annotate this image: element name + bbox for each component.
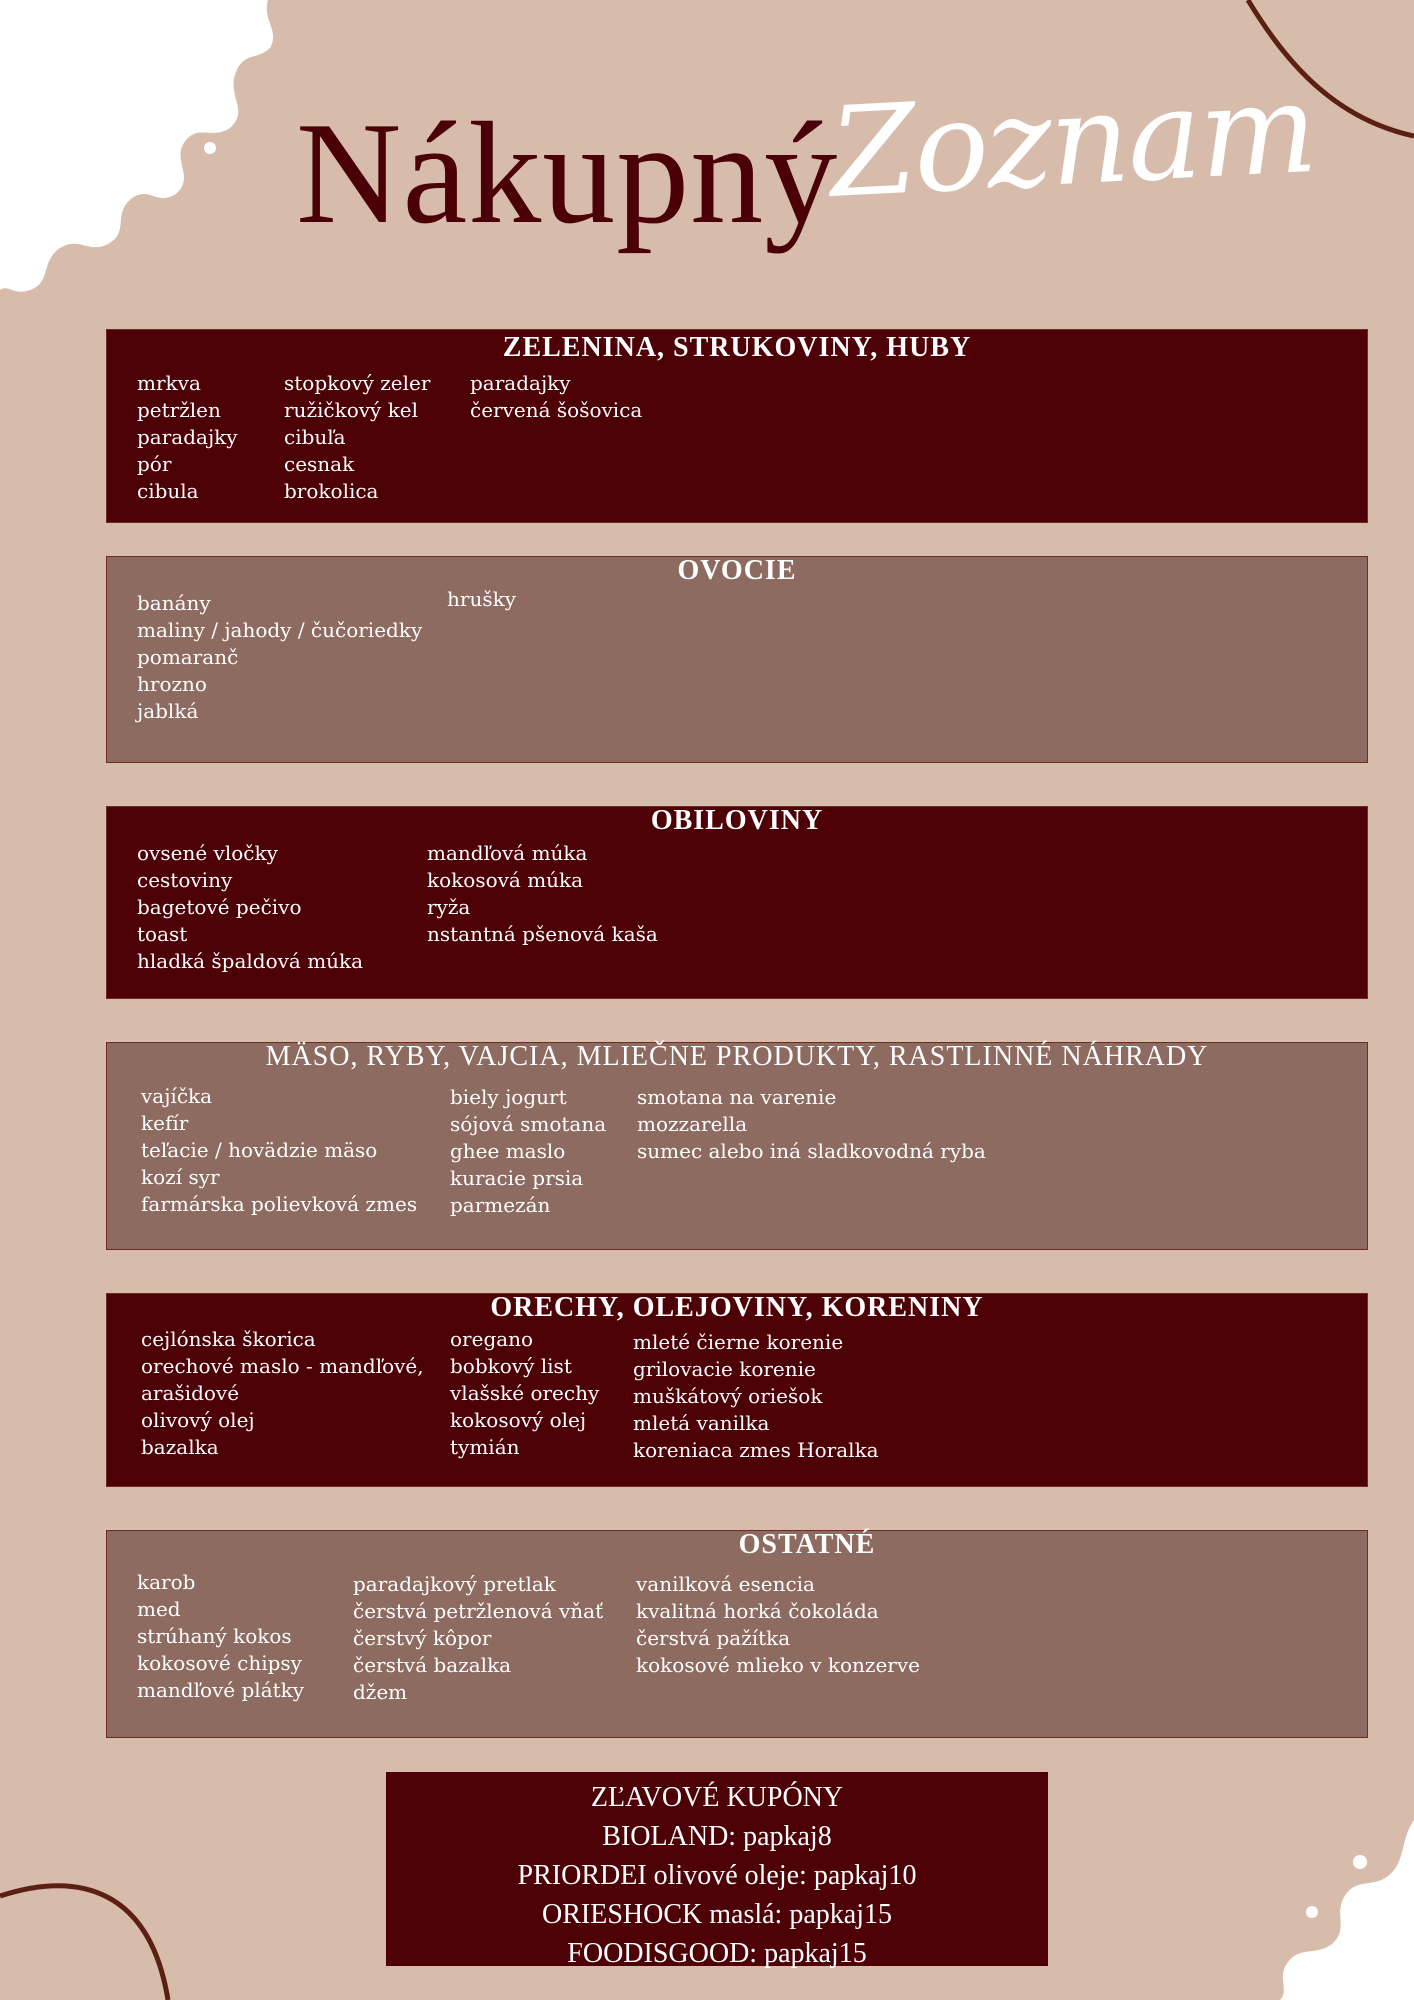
section-title: ORECHY, OLEJOVINY, KORENINY bbox=[490, 1292, 984, 1323]
paint-drop bbox=[1353, 1855, 1367, 1869]
list-item: pomaranč bbox=[137, 645, 239, 669]
paint-drop bbox=[76, 202, 92, 218]
paint-drop bbox=[204, 142, 216, 154]
item-column bbox=[137, 590, 422, 725]
list-item: paradajky bbox=[137, 425, 238, 449]
item-column bbox=[284, 370, 430, 505]
curve-line-bottom-left bbox=[0, 1886, 168, 2000]
list-item: karob bbox=[137, 1570, 196, 1594]
list-item: ghee maslo bbox=[450, 1139, 566, 1163]
list-item: grilovacie korenie bbox=[633, 1357, 816, 1381]
section-title: OBILOVINY bbox=[650, 805, 824, 836]
item-column bbox=[141, 1326, 424, 1461]
section-grains bbox=[106, 806, 1368, 999]
section-title: MÄSO, RYBY, VAJCIA, MLIEČNE PRODUKTY, RASTLINNÉ NÁHRADY bbox=[265, 1041, 1209, 1072]
list-item: sójová smotana bbox=[450, 1112, 607, 1136]
list-item: hrozno bbox=[137, 672, 207, 696]
item-column bbox=[633, 1329, 879, 1464]
list-item: kozí syr bbox=[141, 1165, 220, 1189]
list-item: vanilková esencia bbox=[636, 1572, 815, 1596]
list-item: cibula bbox=[137, 479, 199, 503]
list-item: smotana na varenie bbox=[637, 1085, 837, 1109]
section-nuts-spices bbox=[106, 1293, 1368, 1487]
list-item: čerstvý kôpor bbox=[353, 1626, 492, 1650]
list-item: kvalitná horká čokoláda bbox=[636, 1599, 879, 1623]
list-item: tymián bbox=[450, 1435, 520, 1459]
list-item: kuracie prsia bbox=[450, 1166, 584, 1190]
section-title: ZELENINA, STRUKOVINY, HUBY bbox=[502, 332, 972, 363]
list-item: ružičkový kel bbox=[284, 398, 419, 422]
list-item: ryža bbox=[427, 895, 471, 919]
list-item: olivový olej bbox=[141, 1408, 255, 1432]
paint-drop bbox=[125, 117, 139, 131]
section-vegetables bbox=[106, 329, 1368, 523]
section-fruit bbox=[106, 556, 1368, 763]
item-column bbox=[447, 586, 516, 613]
item-column bbox=[450, 1326, 599, 1461]
item-column bbox=[141, 1083, 417, 1218]
list-item: cestoviny bbox=[137, 868, 233, 892]
list-item: med bbox=[137, 1597, 181, 1621]
list-item: ovsené vločky bbox=[137, 841, 278, 865]
list-item: parmezán bbox=[450, 1193, 551, 1217]
list-item: cesnak bbox=[284, 452, 355, 476]
page-title-script: Zoznam bbox=[826, 56, 1319, 226]
list-item: bobkový list bbox=[450, 1354, 572, 1378]
list-item: červená šošovica bbox=[470, 398, 643, 422]
paint-splash-bottom-right bbox=[1280, 1820, 1414, 2000]
item-column bbox=[353, 1571, 603, 1706]
list-item: kokosová múka bbox=[427, 868, 584, 892]
list-item: cibuľa bbox=[284, 425, 346, 449]
coupon-line: ORIESHOCK maslá: papkaj15 bbox=[542, 1899, 892, 1930]
list-item: kokosové chipsy bbox=[137, 1651, 302, 1675]
item-column bbox=[637, 1084, 986, 1165]
paint-splash-top-left bbox=[0, 0, 273, 292]
list-item: strúhaný kokos bbox=[137, 1624, 292, 1648]
section-title: OSTATNÉ bbox=[738, 1529, 876, 1560]
list-item: mleté čierne korenie bbox=[633, 1330, 844, 1354]
coupons-title: ZĽAVOVÉ KUPÓNY bbox=[590, 1782, 844, 1813]
section-other bbox=[106, 1530, 1368, 1738]
list-item: biely jogurt bbox=[450, 1085, 567, 1109]
section-title: OVOCIE bbox=[677, 555, 797, 586]
item-column bbox=[427, 840, 658, 948]
paint-drop bbox=[150, 82, 170, 102]
item-column bbox=[137, 370, 238, 505]
list-item: vajíčka bbox=[141, 1084, 213, 1108]
list-item: teľacie / hovädzie mäso bbox=[141, 1138, 378, 1162]
paint-drop bbox=[1306, 1906, 1318, 1918]
list-item: sumec alebo iná sladkovodná ryba bbox=[637, 1139, 986, 1163]
list-item: mandľové plátky bbox=[137, 1678, 305, 1702]
list-item: toast bbox=[137, 922, 188, 946]
list-item: stopkový zeler bbox=[284, 371, 431, 395]
list-item: mandľová múka bbox=[427, 841, 588, 865]
list-item: bazalka bbox=[141, 1435, 219, 1459]
list-item: koreniaca zmes Horalka bbox=[633, 1438, 879, 1462]
list-item: paradajky bbox=[470, 371, 571, 395]
list-item: maliny / jahody / čučoriedky bbox=[137, 618, 423, 642]
coupon-line: BIOLAND: papkaj8 bbox=[602, 1821, 832, 1852]
item-column bbox=[636, 1571, 920, 1679]
list-item: farmárska polievková zmes bbox=[141, 1192, 418, 1216]
list-item: banány bbox=[137, 591, 211, 615]
list-item: kokosový olej bbox=[450, 1408, 587, 1432]
list-item: hladká špaldová múka bbox=[137, 949, 364, 973]
list-item: vlašské orechy bbox=[450, 1381, 600, 1405]
list-item: orechové maslo - mandľové, bbox=[141, 1354, 424, 1378]
list-item: hrušky bbox=[447, 587, 517, 611]
list-item: čerstvá petržlenová vňať bbox=[353, 1599, 604, 1623]
list-item: čerstvá bazalka bbox=[353, 1653, 512, 1677]
list-item: mletá vanilka bbox=[633, 1411, 770, 1435]
list-item: bagetové pečivo bbox=[137, 895, 302, 919]
list-item: arašidové bbox=[141, 1381, 240, 1405]
list-item: nstantná pšenová kaša bbox=[427, 922, 658, 946]
section-meat-dairy bbox=[106, 1042, 1368, 1250]
list-item: muškátový oriešok bbox=[633, 1384, 823, 1408]
item-column bbox=[470, 370, 642, 424]
item-column bbox=[450, 1084, 606, 1219]
item-column bbox=[137, 840, 363, 975]
list-item: petržlen bbox=[137, 398, 221, 422]
list-item: paradajkový pretlak bbox=[353, 1572, 556, 1596]
page-title: Nákupný bbox=[296, 92, 839, 254]
coupon-line: PRIORDEI olivové oleje: papkaj10 bbox=[517, 1860, 917, 1891]
item-column bbox=[137, 1569, 304, 1704]
coupon-line: FOODISGOOD: papkaj15 bbox=[567, 1938, 867, 1969]
list-item: oregano bbox=[450, 1327, 534, 1351]
coupons-panel bbox=[386, 1772, 1048, 1969]
list-item: čerstvá pažítka bbox=[636, 1626, 791, 1650]
list-item: mrkva bbox=[137, 371, 201, 395]
list-item: džem bbox=[353, 1680, 408, 1704]
list-item: brokolica bbox=[284, 479, 379, 503]
list-item: cejlónska škorica bbox=[141, 1327, 316, 1351]
list-item: mozzarella bbox=[637, 1112, 748, 1136]
list-item: jablká bbox=[137, 699, 199, 723]
list-item: kokosové mlieko v konzerve bbox=[636, 1653, 920, 1677]
list-item: pór bbox=[137, 452, 172, 476]
list-item: kefír bbox=[141, 1111, 189, 1135]
